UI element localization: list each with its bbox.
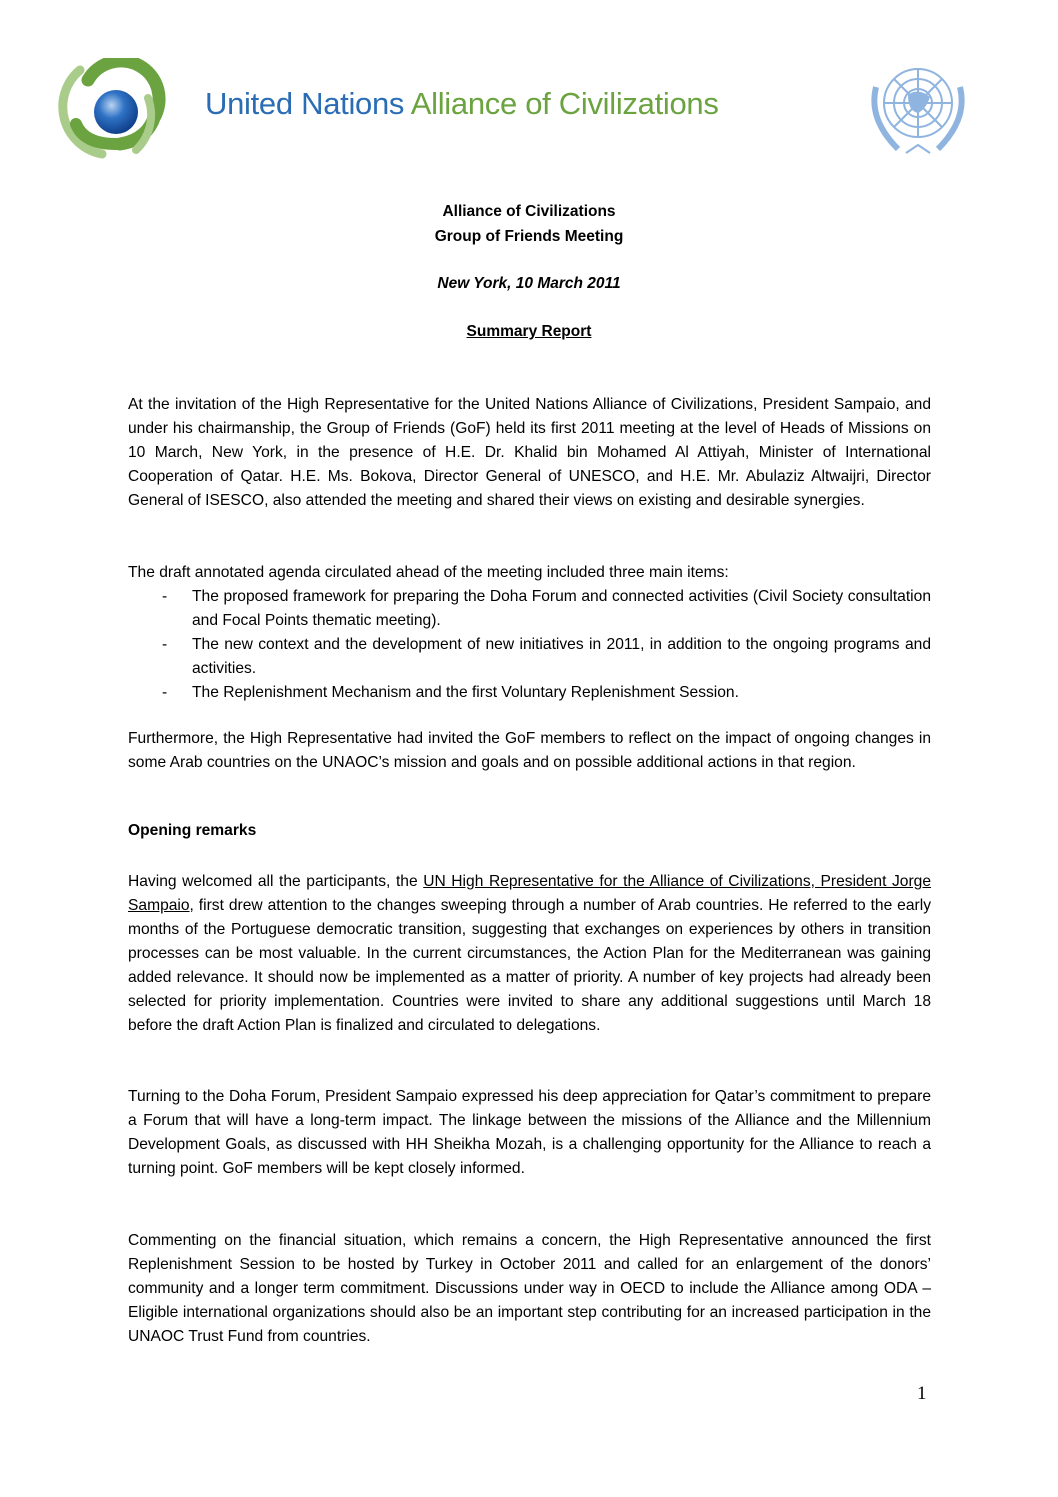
brand-alliance-of-civilizations: Alliance of Civilizations [410, 86, 719, 121]
alliance-of-civilizations-logo-icon [50, 58, 170, 160]
meeting-date-location: New York, 10 March 2011 [437, 275, 621, 292]
report-heading: Summary Report [466, 323, 592, 340]
financial-situation-paragraph: Commenting on the financial situation, which remains a concern, the High Representative announced the first Replenishment Session to be hosted by Turkey in October 2011 and called for an enlargement of the donors’ community and a longer term commitment. Discussions under way in OECD to include the Alliance among ODA – Eligible international organizations should also be an important step contributing for an increased participation in the UNAOC Trust Fund from countries. [128, 1232, 931, 1345]
document-header [0, 0, 1058, 170]
opening-remarks-paragraph [128, 870, 931, 1038]
agenda-item-text: The proposed framework for preparing the Doha Forum and connected activities (Civil Society consultation and Focal Points thematic meeting). [192, 588, 931, 629]
document-subtitle: Group of Friends Meeting [434, 228, 624, 245]
page-number: 1 [917, 1383, 927, 1404]
agenda-item [128, 633, 931, 681]
organization-name [205, 86, 719, 122]
opening-text-start: Having welcomed all the participants, the [128, 873, 424, 890]
doha-forum-paragraph: Turning to the Doha Forum, President Sampaio expressed his deep appreciation for Qatar’s commitment to prepare a Forum that will have a long-term impact. The linkage between the missions of the Alliance and the Millennium Development Goals, as discussed with HH Sheikha Mozah, is a challenging opportunity for the Alliance to reach a turning point. GoF members will be kept closely informed. [128, 1088, 931, 1177]
arab-countries-paragraph: Furthermore, the High Representative had invited the GoF members to reflect on the impact of ongoing changes in some Arab countries on the UNAOC’s mission and goals and on possible additional actions in that region. [128, 730, 931, 771]
un-emblem-icon [858, 57, 978, 162]
list-bullet-dash: - [162, 684, 168, 701]
agenda-item-text: The new context and the development of new initiatives in 2011, in addition to the ongoing programs and activities. [192, 636, 931, 677]
opening-text-rest: , first drew attention to the changes sweeping through a number of Arab countries. He referred to the early months of the Portuguese democratic transition, suggesting that exchanges on experiences by others in transition processes can be most valuable. In the current circumstances, the Action Plan for the Mediterranean was gaining added relevance. It should now be implemented as a matter of priority. A number of key projects had already been selected for priority implementation. Countries were invited to share any additional suggestions until March 18 before the draft Action Plan is finalized and circulated to delegations. [128, 897, 931, 1034]
list-bullet-dash: - [162, 636, 168, 653]
document-title: Alliance of Civilizations [442, 203, 616, 220]
intro-paragraph: At the invitation of the High Representative for the United Nations Alliance of Civilizations, President Sampaio, and under his chairmanship, the Group of Friends (GoF) held its first 2011 meeting at the level of Heads of Missions on 10 March, New York, in the presence of H.E. Dr. Khalid bin Mohamed Al Attiyah, Minister of International Cooperation of Qatar. H.E. Ms. Bokova, Director General of UNESCO, and H.E. Mr. Abulaziz Altwaijri, Director General of ISESCO, also attended the meeting and shared their views on existing and desirable synergies. [128, 396, 931, 509]
agenda-item-text: The Replenishment Mechanism and the first Voluntary Replenishment Session. [192, 684, 739, 701]
agenda-intro-paragraph: The draft annotated agenda circulated ahead of the meeting included three main items: [128, 564, 729, 581]
list-bullet-dash: - [162, 588, 168, 605]
agenda-list [128, 585, 931, 705]
high-representative-link[interactable]: UN High Representative for the Alliance of Civilizations, President Jorge Sampaio [128, 873, 931, 914]
agenda-item [128, 681, 931, 705]
brand-united-nations: United Nations [205, 86, 405, 121]
agenda-item [128, 585, 931, 633]
section-heading-opening-remarks: Opening remarks [128, 822, 257, 839]
